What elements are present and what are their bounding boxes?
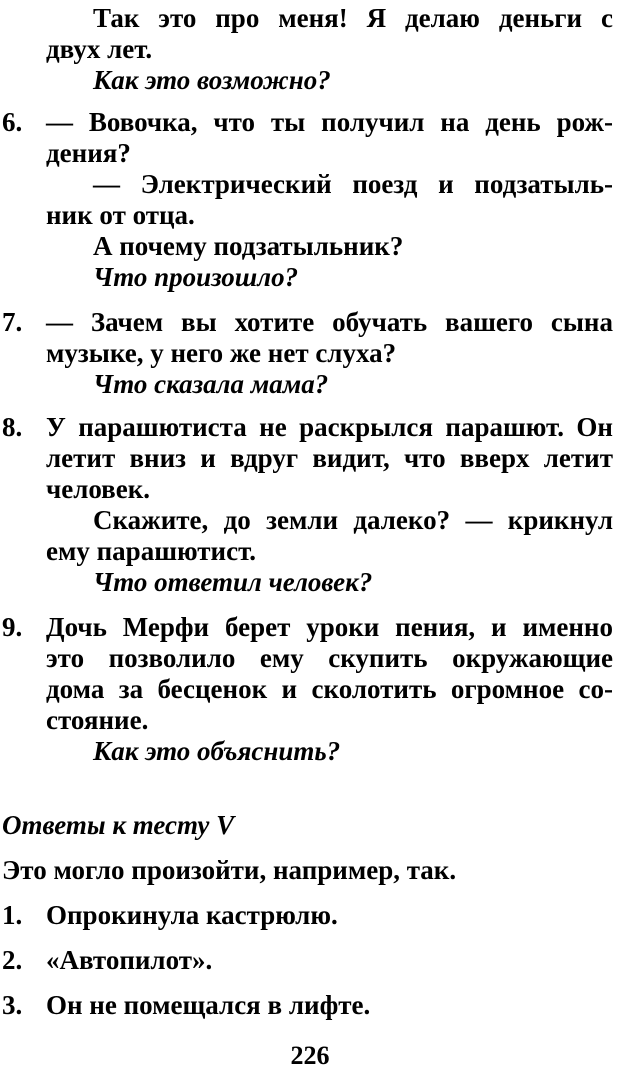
text-line: ему парашютист. xyxy=(46,536,257,566)
item-number: 7. xyxy=(2,307,23,337)
text-line: У парашютиста не раскрылся парашют. Он xyxy=(46,412,613,442)
text-line: Так это про меня! Я делаю деньги с xyxy=(93,3,613,33)
text-line: человек. xyxy=(46,474,151,504)
answer-number: 2. xyxy=(2,945,23,975)
item-number: 9. xyxy=(2,612,23,642)
text-line: А почему подзатыльник? xyxy=(93,231,404,261)
answers-intro: Это могло произойти, например, так. xyxy=(2,855,457,885)
item-number: 8. xyxy=(2,412,23,442)
answer-text: «Автопилот». xyxy=(46,945,213,975)
answer-text: Опрокинула кастрюлю. xyxy=(46,900,338,930)
section-heading: Ответы к тесту V xyxy=(2,810,235,840)
text-line: Дочь Мерфи берет уроки пения, и именно xyxy=(46,612,613,642)
question-line: Как это возможно? xyxy=(93,65,331,95)
text-line: — Вовочка, что ты получил на день рож- xyxy=(46,107,613,137)
answer-number: 1. xyxy=(2,900,23,930)
question-line: Что произошло? xyxy=(93,262,299,292)
text-line: ник от отца. xyxy=(46,200,195,230)
question-line: Что ответил человек? xyxy=(93,567,373,597)
text-line: дения? xyxy=(46,138,131,168)
question-line: Что сказала мама? xyxy=(93,369,329,399)
text-line: — Зачем вы хотите обучать вашего сына xyxy=(46,307,613,337)
text-line: дома за бесценок и сколотить огромное со- xyxy=(46,674,613,704)
text-line: — Электрический поезд и подзатыль- xyxy=(93,169,613,199)
text-line: стояние. xyxy=(46,705,149,735)
answer-text: Он не помещался в лифте. xyxy=(46,990,371,1020)
item-number: 6. xyxy=(2,107,23,137)
answer-number: 3. xyxy=(2,990,23,1020)
question-line: Как это объяснить? xyxy=(93,736,341,766)
text-line: это позволило ему скупить окружающие xyxy=(46,643,613,673)
text-line: летит вниз и вдруг видит, что вверх летит xyxy=(46,443,613,473)
text-line: Скажите, до земли далеко? — крикнул xyxy=(93,505,613,535)
page-number: 226 xyxy=(290,1041,330,1070)
text-line: музыке, у него же нет слуха? xyxy=(46,338,397,368)
text-line: двух лет. xyxy=(46,34,153,64)
